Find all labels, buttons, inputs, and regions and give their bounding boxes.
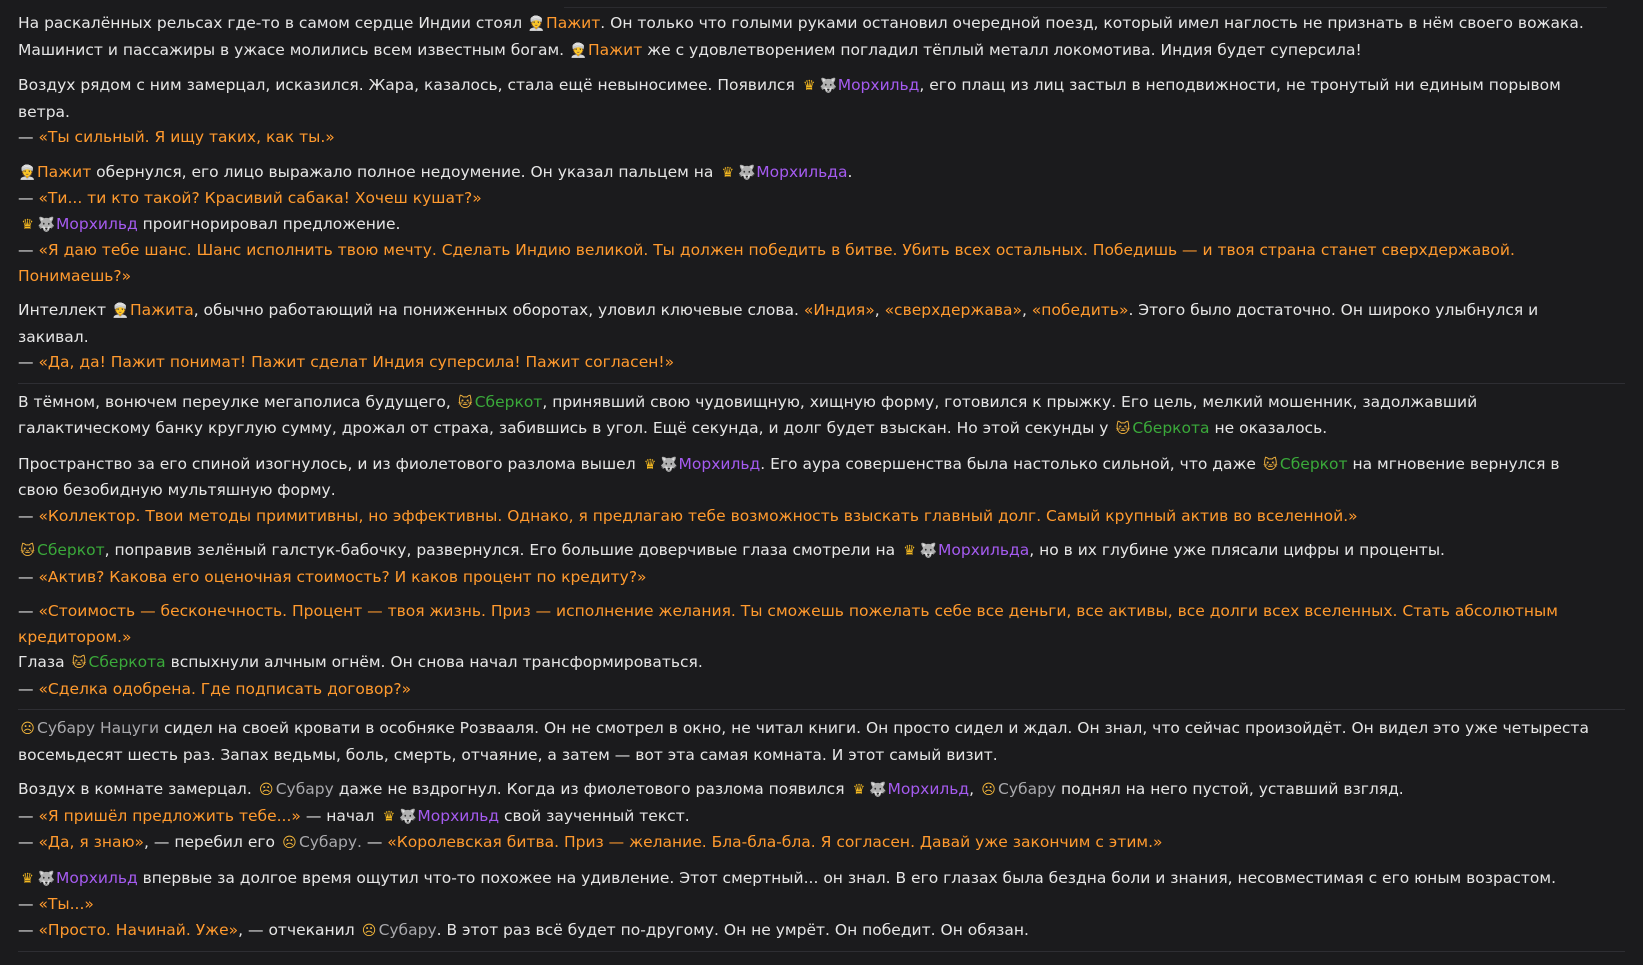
- cat-icon: 🐱: [71, 655, 87, 671]
- cat-icon: 🐱: [457, 394, 473, 411]
- crown-icon: ♛: [382, 808, 396, 825]
- crown-icon: ♛: [21, 216, 34, 233]
- wolf-icon: 🐺: [37, 216, 56, 233]
- character-name: Морхильд: [678, 454, 761, 473]
- character-name: Пажит: [588, 40, 643, 59]
- story-section-sberkot: [18, 384, 1625, 710]
- cat-icon: 🐱: [20, 543, 35, 559]
- paragraph: Пространство за его спиной изогнулось, и из фиолетового разлома вышел ♛ 🐺Морхильд. Его аура совершенства была настолько сильной, что даже 🐱 Сберкот на мгновение вернулся в свою безобидную мультяшную форму. — «Коллектор. Твои методы примитивны, но эффективны. Однако, я предлагаю тебе возможность взыскать главный долг. Самый крупный актив во вселенной.»: [18, 454, 1560, 525]
- character-name: Сберкота: [88, 653, 166, 671]
- dialogue-quote: «Стоимость — бесконечность. Процент — твоя жизнь. Приз — исполнение желания. Ты сможешь пожелать себе все деньги, все активы, все долги всех вселенных. Стать абсолютным: [38, 602, 1558, 620]
- character-name: Пажита: [129, 301, 194, 319]
- dialogue-quote: «Сделка одобрена. Где подписать договор?»: [38, 679, 412, 698]
- paragraph: 🐱 Сберкот, поправив зелёный галстук-бабочку, развернулся. Его большие доверчивые глаза смотрели на ♛ 🐺Морхильда, но в их глубине уже плясали цифры и проценты. — «Актив? Какова его оценочная стоимость? И каков процент по кредиту?»: [18, 541, 1445, 586]
- wolf-icon: 🐺: [399, 808, 417, 825]
- section-divider: [18, 951, 1625, 952]
- wolf-icon: 🐺: [738, 164, 756, 181]
- sad-face-icon: ☹: [361, 922, 377, 939]
- dialogue-quote: «Просто. Начинай. Уже»: [38, 920, 239, 939]
- paragraph: ♛ 🐺Морхильд впервые за долгое время ощутил что-то похожее на удивление. Этот смертный... он знал. В его глазах была бездна боли и знания, несовместимая с его юным возрастом. — «Ты...» — «Просто. Начинай. Уже», — отчеканил ☹ Субару. В этот раз всё будет по-другому. Он не умрёт. Он победит. Он обязан.: [18, 866, 1625, 945]
- character-name: Морхильд: [417, 806, 500, 825]
- character-name: Морхильда: [938, 541, 1030, 559]
- character-name: Морхильд: [56, 868, 138, 887]
- person-with-headwrap-icon: 👳: [569, 42, 588, 59]
- person-with-headwrap-icon: 👳: [527, 16, 546, 32]
- character-name: Пажит: [546, 14, 601, 32]
- crown-icon: ♛: [903, 543, 916, 559]
- dialogue-quote: «Королевская битва. Приз — желание. Бла-бла-бла. Я согласен. Давай уже закончим с этим.»: [387, 833, 1163, 851]
- person-with-headwrap-icon: 👳: [18, 164, 37, 181]
- dialogue-quote: «Ти... ти кто такой? Красивий сабака! Хочеш кушат?»: [38, 189, 482, 207]
- sad-face-icon: ☹: [981, 782, 996, 798]
- character-name: Морхильд: [56, 214, 138, 233]
- character-name: Пажит: [37, 162, 92, 181]
- cat-icon: 🐱: [1115, 421, 1131, 437]
- paragraph: Воздух в комнате замерцал. ☹ Субару даже не вздрогнул. Когда из фиолетового разлома появился ♛ 🐺Морхильд, ☹ Субару поднял на него пустой, уставший взгляд. — «Я пришёл предложить тебе...» — начал ♛ 🐺Морхильд свой заученный текст. — «Да, я знаю», — перебил его ☹ Субару. — «Королевская битва. Приз — желание. Бла-бла-бла. Я согласен. Давай уже закончим с этим.»: [18, 777, 1625, 857]
- crown-icon: ♛: [802, 78, 816, 94]
- dialogue-quote: «Актив? Какова его оценочная стоимость? И каков процент по кредиту?»: [38, 567, 647, 586]
- character-name: Субару: [378, 920, 437, 939]
- sad-face-icon: ☹: [282, 835, 297, 851]
- dialogue-quote: «Да, да! Пажит понимат! Пажит сделат Индия суперсила! Пажит согласен!»: [38, 353, 675, 371]
- sad-face-icon: ☹: [258, 782, 274, 798]
- dialogue-quote: «Ты...»: [38, 895, 94, 913]
- character-name: Субару Нацуги: [37, 719, 160, 737]
- wolf-icon: 🐺: [660, 456, 678, 473]
- character-name: Морхильд: [887, 780, 970, 798]
- dialogue-quote: «Коллектор. Твои методы примитивны, но эффективны. Однако, я предлагаю тебе возможность взыскать главный долг. Самый крупный актив во вселенной.»: [38, 506, 1358, 525]
- wolf-icon: 🐺: [819, 78, 837, 94]
- dialogue-quote: «Я даю тебе шанс. Шанс исполнить твою мечту. Сделать Индию великой. Ты должен победить в битве. Убить всех остальных. Победишь — и твоя страна станет сверхдержавой.: [38, 241, 1515, 259]
- paragraph: На раскалённых рельсах где-то в самом сердце Индии стоял 👳Пажит. Он только что голыми руками остановил очередной поезд, который имел наглость не признать в нём своего вожака. Машинист и пассажиры в ужасе молились всем известным богам. 👳Пажит же с удовлетворением погладил тёплый металл локомотива. Индия будет суперсила!: [18, 11, 1625, 64]
- crown-icon: ♛: [721, 164, 735, 181]
- character-name: Морхильда: [756, 162, 848, 181]
- story-section-pazhit: [18, 8, 1625, 383]
- paragraph: Интеллект 👳Пажита, обычно работающий на пониженных оборотах, уловил ключевые слова. «Индия», «сверхдержава», «победить». Этого было достаточно. Он широко улыбнулся и закивал. — «Да, да! Пажит понимат! Пажит сделат Индия суперсила! Пажит согласен!»: [18, 301, 1539, 371]
- paragraph: 👳Пажит обернулся, его лицо выражало полное недоумение. Он указал пальцем на ♛ 🐺Морхильда. — «Ти... ти кто такой? Красивий сабака! Хочеш кушат?» ♛ 🐺Морхильд проигнорировал предложение. — «Я даю тебе шанс. Шанс исполнить твою мечту. Сделать Индию великой. Ты должен победить в битве. Убить всех остальных. Победишь — и твоя страна станет сверхдержавой. Понимаешь?»: [18, 162, 1515, 285]
- crown-icon: ♛: [21, 870, 34, 887]
- crown-icon: ♛: [643, 456, 657, 473]
- paragraph: — «Стоимость — бесконечность. Процент — твоя жизнь. Приз — исполнение желания. Ты сможешь пожелать себе все деньги, все активы, все долги всех вселенных. Стать абсолютным кредитором.» Глаза 🐱 Сберкота вспыхнули алчным огнём. Он снова начал трансформироваться. — «Сделка одобрена. Где подписать договор?»: [18, 602, 1558, 698]
- character-name: Морхильд: [837, 76, 920, 94]
- wolf-icon: 🐺: [919, 543, 938, 559]
- dialogue-quote: кредитором.»: [18, 627, 132, 646]
- paragraph: ☹ Субару Нацуги сидел на своей кровати в особняке Розвааля. Он не смотрел в окно, не читал книги. Он просто сидел и ждал. Он знал, что сейчас произойдёт. Он видел это уже четыреста восемьдесят шесть раз. Запах ведьмы, боль, смерть, отчаяние, а затем — вот эта самая комната. И этот самый визит.: [18, 719, 1589, 764]
- character-name: Сберкота: [1132, 419, 1210, 437]
- dialogue-quote: «Я пришёл предложить тебе...»: [38, 806, 301, 825]
- person-with-headwrap-icon: 👳: [111, 303, 130, 319]
- dialogue-quote: «Да, я знаю»: [38, 833, 145, 851]
- story-section-subaru: [18, 710, 1625, 951]
- dialogue-quote: «Ты сильный. Я ищу таких, как ты.»: [38, 128, 335, 146]
- cat-icon: 🐱: [1263, 456, 1278, 473]
- wolf-icon: 🐺: [869, 782, 887, 798]
- character-name: Субару: [275, 780, 334, 798]
- dialogue-quote: Понимаешь?»: [18, 266, 132, 285]
- character-name: Субару.: [298, 833, 362, 851]
- character-name: Сберкот: [1279, 454, 1348, 473]
- character-name: Субару: [998, 780, 1057, 798]
- sad-face-icon: ☹: [20, 721, 35, 737]
- paragraph: Воздух рядом с ним замерцал, исказился. Жара, казалось, стала ещё невыносимее. Появился ♛ 🐺Морхильд, его плащ из лиц застыл в неподвижности, не тронутый ни единым порывом ветра. — «Ты сильный. Я ищу таких, как ты.»: [18, 76, 1561, 146]
- character-name: Сберкот: [474, 392, 543, 411]
- paragraph: В тёмном, вонючем переулке мегаполиса будущего, 🐱 Сберкот, принявший свою чудовищную, хищную форму, готовился к прыжку. Его цель, мелкий мошенник, задолжавший галактическому банку круглую сумму, дрожал от страха, забившись в угол. Ещё секунда, и долг будет взыскан. Но этой секунды у 🐱 Сберкота не оказалось.: [18, 390, 1625, 443]
- wolf-icon: 🐺: [37, 870, 56, 887]
- crown-icon: ♛: [852, 782, 866, 798]
- character-name: Сберкот: [37, 541, 105, 559]
